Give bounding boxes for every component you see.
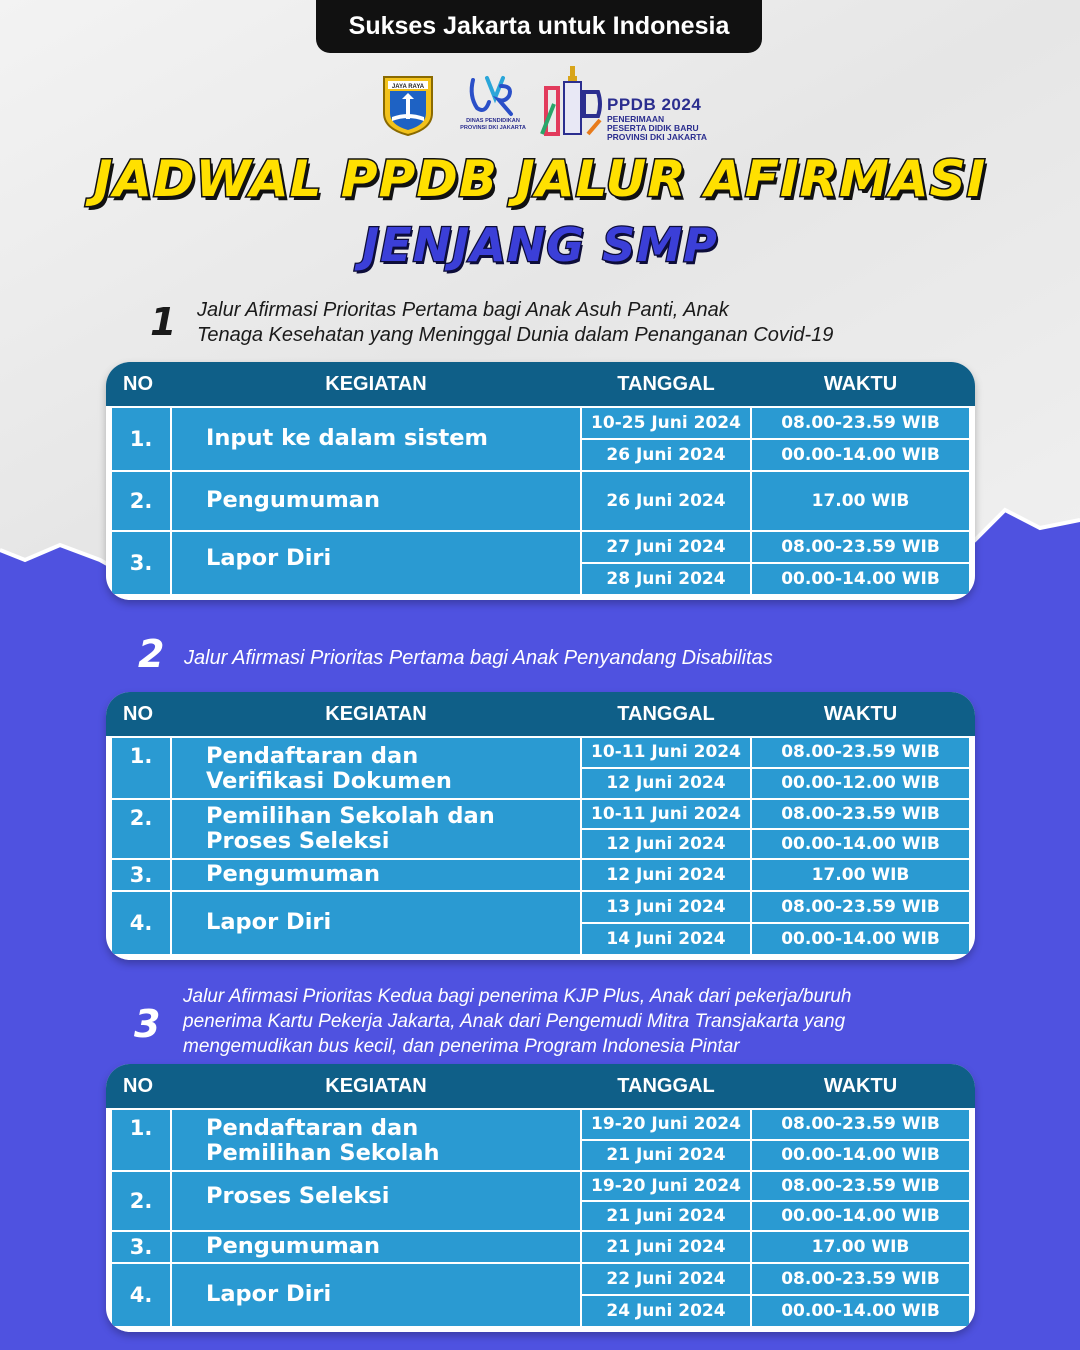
- table-row-tanggal: 12 Juni 2024: [582, 769, 750, 798]
- section-1-title: [197, 298, 833, 348]
- table-row-tanggal: 26 Juni 2024: [582, 440, 750, 470]
- table-row-tanggal: 28 Juni 2024: [582, 564, 750, 594]
- table-row-kegiatan: [172, 892, 580, 954]
- table-row-kegiatan: [172, 1110, 580, 1170]
- header-kegiatan: KEGIATAN: [325, 1075, 427, 1097]
- schedule-table-2: [106, 692, 975, 960]
- table-row-no: 3.: [112, 860, 170, 890]
- kegiatan-text: Pengumuman: [206, 487, 381, 513]
- table-row-tanggal: 21 Juni 2024: [582, 1232, 750, 1262]
- ppdb-title: PPDB 2024: [607, 95, 702, 114]
- table-row-no: 4.: [112, 892, 170, 954]
- main-title: JADWAL PPDB JALUR AFIRMASI: [93, 150, 987, 208]
- sub-title: JENJANG SMP: [362, 218, 718, 272]
- table-row-waktu: 00.00-14.00 WIB: [752, 1141, 969, 1170]
- section-1-number: 1: [150, 300, 177, 344]
- table-row-tanggal: 19-20 Juni 2024: [582, 1110, 750, 1139]
- jaya-raya-text: JAYA RAYA: [391, 84, 425, 90]
- table-row-waktu: 08.00-23.59 WIB: [752, 1110, 969, 1139]
- table-row-no: 2.: [112, 1172, 170, 1230]
- table-row-waktu: 00.00-14.00 WIB: [752, 830, 969, 858]
- header-tanggal: TANGGAL: [617, 373, 715, 395]
- section-3-title-line1: Jalur Afirmasi Prioritas Kedua bagi penerima KJP Plus, Anak dari pekerja/buruh: [183, 986, 852, 1007]
- header-kegiatan: KEGIATAN: [325, 373, 427, 395]
- kegiatan-text: Input ke dalam sistem: [206, 425, 488, 451]
- table-row-waktu: 17.00 WIB: [752, 860, 969, 890]
- table-row-waktu: 17.00 WIB: [752, 1232, 969, 1262]
- table-row-no: 2.: [112, 800, 170, 858]
- header-no: NO: [123, 373, 153, 395]
- table-row-tanggal: 13 Juni 2024: [582, 892, 750, 922]
- table-row-tanggal: 10-25 Juni 2024: [582, 408, 750, 438]
- header-no: NO: [123, 703, 153, 725]
- header-waktu: WAKTU: [823, 373, 898, 395]
- kegiatan-text: Lapor Diri: [206, 1281, 332, 1307]
- jakarta-crest-logo: [380, 73, 436, 137]
- section-1-title-line2: Tenaga Kesehatan yang Meninggal Dunia dalam Penanganan Covid-19: [197, 324, 834, 346]
- table-row-no: 1.: [112, 1110, 170, 1170]
- table-row-waktu: 00.00-14.00 WIB: [752, 440, 969, 470]
- ppdb-2024-logo: [540, 64, 606, 138]
- table-row-waktu: 17.00 WIB: [752, 472, 969, 530]
- section-3-title-line2: penerima Kartu Pekerja Jakarta, Anak dari Pengemudi Mitra Transjakarta yang: [183, 1011, 846, 1032]
- kegiatan-text: Pengumuman: [206, 861, 381, 887]
- section-2-title: [184, 646, 773, 671]
- table-row-waktu: 08.00-23.59 WIB: [752, 800, 969, 828]
- header-tanggal: TANGGAL: [617, 703, 715, 725]
- table-row-tanggal: 10-11 Juni 2024: [582, 738, 750, 767]
- section-1-title-line1: Jalur Afirmasi Prioritas Pertama bagi Anak Asuh Panti, Anak: [197, 299, 729, 321]
- ppdb-line2: PESERTA DIDIK BARU: [607, 123, 699, 133]
- table-row-waktu: 00.00-14.00 WIB: [752, 924, 969, 954]
- dinas-line1: DINAS PENDIDIKAN: [466, 118, 520, 124]
- table-row-waktu: 08.00-23.59 WIB: [752, 1264, 969, 1294]
- table-row-kegiatan: [172, 1172, 580, 1230]
- table-row-no: 2.: [112, 472, 170, 530]
- dinas-pendidikan-text: [453, 118, 533, 132]
- table-row-kegiatan: [172, 738, 580, 798]
- header-no: NO: [123, 1075, 153, 1097]
- table-row-tanggal: 22 Juni 2024: [582, 1264, 750, 1294]
- table-row-waktu: 08.00-23.59 WIB: [752, 892, 969, 922]
- table-row-tanggal: 21 Juni 2024: [582, 1202, 750, 1230]
- top-banner: Sukses Jakarta untuk Indonesia: [316, 0, 762, 53]
- table-row-kegiatan: [172, 472, 580, 530]
- table-row-kegiatan: [172, 800, 580, 858]
- section-3-number: 3: [134, 1002, 161, 1046]
- table-row-waktu: 08.00-23.59 WIB: [752, 532, 969, 562]
- table-row-kegiatan: [172, 1264, 580, 1326]
- table-row-no: 1.: [112, 738, 170, 798]
- kegiatan-text: Pemilihan Sekolah: [206, 1140, 440, 1166]
- ppdb-line3: PROVINSI DKI JAKARTA: [607, 132, 707, 142]
- ppdb-line1: PENERIMAAN: [607, 114, 665, 124]
- schedule-table-3: [106, 1064, 975, 1332]
- table-row-kegiatan: [172, 532, 580, 594]
- table-row-tanggal: 12 Juni 2024: [582, 860, 750, 890]
- kegiatan-text: Proses Seleksi: [206, 828, 390, 854]
- header-tanggal: TANGGAL: [617, 1075, 715, 1097]
- table-row-tanggal: 24 Juni 2024: [582, 1296, 750, 1326]
- table-row-no: 3.: [112, 532, 170, 594]
- header-waktu: WAKTU: [823, 703, 898, 725]
- table-row-tanggal: 26 Juni 2024: [582, 472, 750, 530]
- table-row-tanggal: 14 Juni 2024: [582, 924, 750, 954]
- header-waktu: WAKTU: [823, 1075, 898, 1097]
- table-row-kegiatan: [172, 860, 580, 890]
- table-row-waktu: 00.00-14.00 WIB: [752, 564, 969, 594]
- table-row-tanggal: 21 Juni 2024: [582, 1141, 750, 1170]
- kegiatan-text: Pendaftaran dan: [206, 1115, 419, 1141]
- dinas-pendidikan-logo: [465, 74, 521, 118]
- table-row-waktu: 00.00-14.00 WIB: [752, 1296, 969, 1326]
- kegiatan-text: Pemilihan Sekolah dan: [206, 803, 495, 829]
- table-row-tanggal: 10-11 Juni 2024: [582, 800, 750, 828]
- section-2-number: 2: [138, 632, 165, 676]
- dinas-line2: PROVINSI DKI JAKARTA: [460, 125, 526, 131]
- section-3-title: [183, 984, 852, 1059]
- kegiatan-text: Verifikasi Dokumen: [206, 768, 452, 794]
- table-row-tanggal: 12 Juni 2024: [582, 830, 750, 858]
- header-kegiatan: KEGIATAN: [325, 703, 427, 725]
- kegiatan-text: Pengumuman: [206, 1233, 381, 1259]
- kegiatan-text: Pendaftaran dan: [206, 743, 419, 769]
- kegiatan-text: Proses Seleksi: [206, 1183, 390, 1209]
- table-row-kegiatan: [172, 1232, 580, 1262]
- table-row-no: 3.: [112, 1232, 170, 1262]
- schedule-table-1: [106, 362, 975, 600]
- table-row-waktu: 00.00-12.00 WIB: [752, 769, 969, 798]
- kegiatan-text: Lapor Diri: [206, 545, 332, 571]
- section-2-title-line1: Jalur Afirmasi Prioritas Pertama bagi Anak Penyandang Disabilitas: [184, 647, 773, 669]
- table-row-tanggal: 19-20 Juni 2024: [582, 1172, 750, 1200]
- table-row-waktu: 08.00-23.59 WIB: [752, 738, 969, 767]
- section-3-title-line3: mengemudikan bus kecil, dan penerima Program Indonesia Pintar: [183, 1036, 740, 1057]
- table-row-waktu: 08.00-23.59 WIB: [752, 408, 969, 438]
- ppdb-text: [607, 95, 707, 142]
- table-row-no: 1.: [112, 408, 170, 470]
- table-row-tanggal: 27 Juni 2024: [582, 532, 750, 562]
- table-row-waktu: 08.00-23.59 WIB: [752, 1172, 969, 1200]
- table-row-waktu: 00.00-14.00 WIB: [752, 1202, 969, 1230]
- table-row-no: 4.: [112, 1264, 170, 1326]
- kegiatan-text: Lapor Diri: [206, 909, 332, 935]
- table-row-kegiatan: [172, 408, 580, 470]
